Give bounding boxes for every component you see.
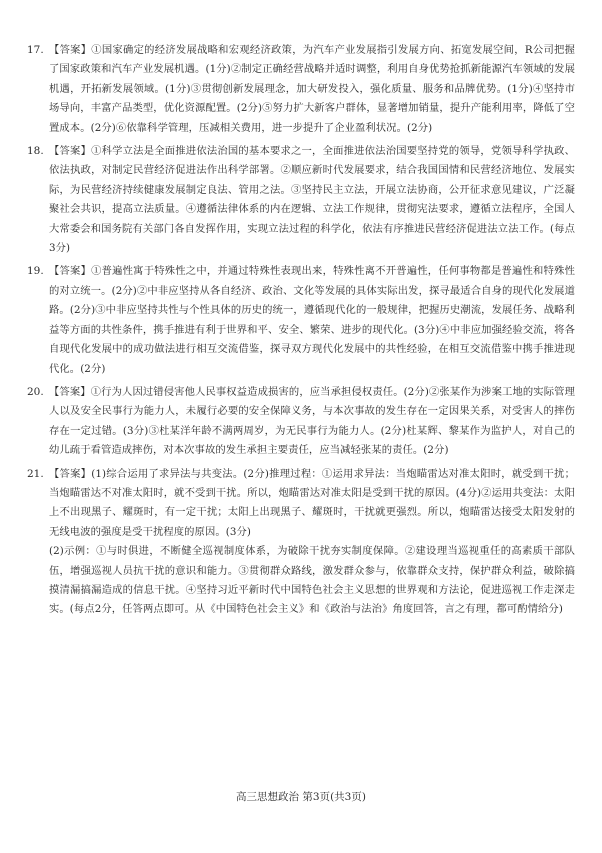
page-footer: 高三思想政治 第3页(共3页) [236,791,366,803]
question-number: 18. [27,145,44,158]
question-number: 17. [27,44,44,56]
answer-text: 【答案】①普遍性寓于特殊性之中，并通过特殊性表现出来，特殊性离不开普遍性，任何事物都是普遍性和特殊性的对立统一。(2分)②中非应坚持从各自经济、政治、文化等发展的具体实际出发，探寻最适合自身的现代化发展道路。(2分)③中非应坚持共性与个性具体的历史的统一，遵循现代化的一般规律，把握历史潮流，发展任务、战略利益等方面的共性条件，携手推进有利于世界和平、安全、繁荣、进步的现代化。(3分)④中非应加强经验交流，将各自现代化发展中的成功做法进行相互交流借鉴，探寻双方现代化发展中的共性经验，在相互交流借鉴中携手推进现代化。(2分) [49,265,575,375]
answer-18 [27,142,575,258]
answer-part-1: 【答案】(1)综合运用了求异法与共变法。(2分)推理过程：①运用求异法：当炮瞄雷达对准太阳时，就受到干扰；当炮瞄雷达不对准太阳时，就不受到干扰。所以，炮瞄雷达对准太阳是受到干扰的原因。(4分)②运用共变法：太阳上不出现黑子、耀斑时，有一定干扰；太阳上出现黑子、耀斑时，干扰就更强烈。所以，炮瞄雷达接受太阳发射的无线电波的强度是受干扰程度的原因。(3分) [49,467,575,538]
answer-text: 【答案】①行为人因过错侵害他人民事权益造成损害的，应当承担侵权责任。(2分)②张某作为涉案工地的实际管理人以及安全民事行为能力人，未履行必要的安全保障义务，与本次事故的发生存在一定因果关系，对受害人的摔伤存在一定过错。(3分)③杜某洋年龄不满两周岁，为无民事行为能力人。(2分)杜某辉、黎某作为监护人，对自己的幼儿疏于看管造成摔伤，对本次事故的发生承担主要责任，应当减轻张某的责任。(2分) [49,385,575,457]
answer-19 [27,262,575,378]
answer-text: 【答案】①科学立法是全面推进依法治国的基本要求之一，全面推进依法治国要坚持党的领导，党领导科学执政、依法执政，对制定民营经济促进法作出科学部署。②顺应新时代发展要求，结合我国国情和民营经济地位、发展实际，为民营经济持续健康发展制定良法、管用之法。③坚持民主立法，开展立法协商，公开征求意见建议，广泛凝聚社会共识，提高立法质量。④遵循法律体系的内在逻辑、立法工作规律，贯彻宪法要求，遵循立法程序，全国人大常委会和国务院有关部门各自发挥作用，实现立法过程的科学化，依法有序推进民营经济促进法立法工作。(每点3分) [49,145,575,255]
answer-20 [27,383,575,461]
answer-21 [27,465,575,620]
answer-text: 【答案】①国家确定的经济发展战略和宏观经济政策，为汽车产业发展指引发展方向、拓宽发展空间，R公司把握了国家政策和汽车产业发展机遇。(1分)②制定正确经营战略并适时调整，利用自身优势抢抓新能源汽车领域的发展机遇，开拓新发展领域。(1分)③贯彻创新发展理念，加大研发投入，强化质量、服务和品牌优势。(1分)④坚持市场导向，丰富产品类型，优化资源配置。(2分)⑤努力扩大新客户群体，显著增加销量，提升产能利用率，降低了空置成本。(2分)⑥依靠科学管理，压减相关费用，进一步提升了企业盈利状况。(2分) [49,44,575,134]
answer-17 [27,41,575,138]
answer-part-2: (2)示例：①与时俱进，不断健全巡视制度体系，为破除干扰夯实制度保障。②建设理当巡视重任的高素质干部队伍，增强巡视人员抗干扰的意识和能力。③贯彻群众路线，激发群众参与，依靠群众支持，保护群众利益，破除搞摸清漏搞漏造成的信息干扰。④坚持习近平新时代中国特色社会主义思想的世界观和方法论，促进巡视工作走深走实。(每点2分，任答两点即可。从《中国特色社会主义》和《政治与法治》角度回答，言之有理，都可酌情给分) [49,545,575,616]
question-number: 20. [27,385,44,398]
answer-text [49,465,575,620]
question-number: 21. [27,467,44,480]
answer-list [27,41,575,624]
question-number: 19. [27,265,44,278]
